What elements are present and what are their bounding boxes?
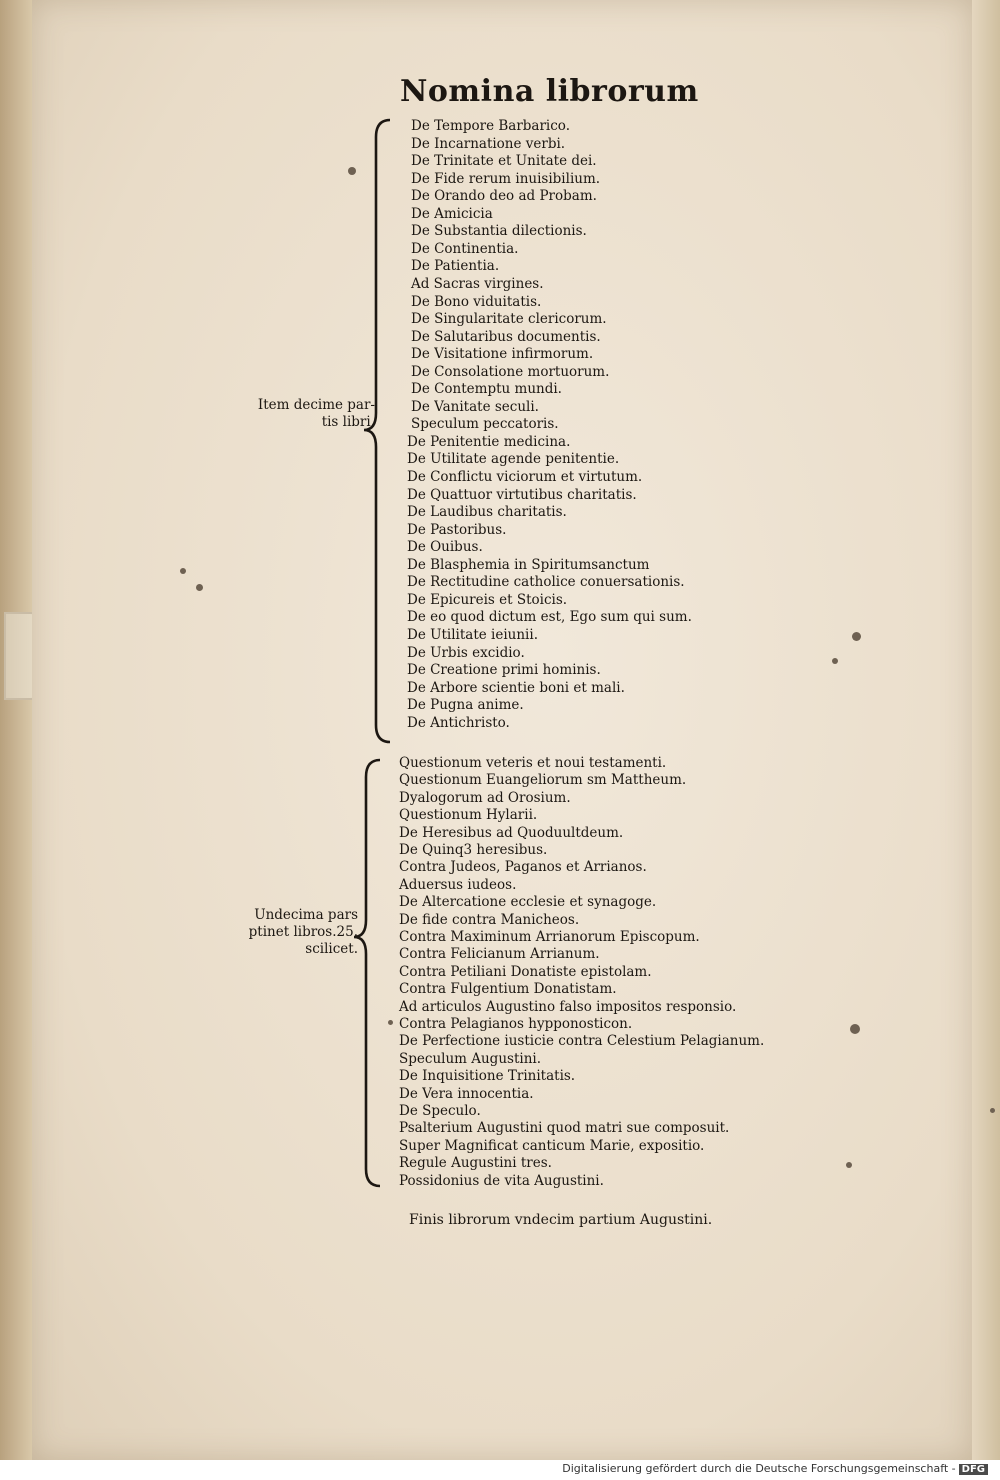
book-entry: De Visitatione infirmorum. [411,346,594,363]
foxing-spot [852,632,861,641]
book-entry: De Fide rerum inuisibilium. [411,170,601,187]
footer-credit [562,1462,988,1475]
book-entry: De Blasphemia in Spiritumsanctum [407,556,650,573]
binding-edge [0,0,32,1460]
book-entry: De Rectitudine catholice conuersationis. [407,574,685,591]
section-label-line: scilicet. [305,941,358,957]
book-entry: De Patientia. [411,258,500,275]
book-entry: Contra Pelagianos hypponosticon. [399,1016,633,1032]
book-entry: De Pugna anime. [407,697,524,714]
book-entry: Ad articulos Augustino falso impositos responsio. [399,998,737,1015]
book-entry: Regule Augustini tres. [399,1155,552,1172]
book-entry: De Penitentie medicina. [407,433,571,450]
book-entry: Contra Fulgentium Donatistam. [399,981,617,998]
book-entry: De Quinq3 heresibus. [399,842,548,858]
footer-bar [0,1460,1000,1480]
book-entry: Contra Maximinum Arrianorum Episcopum. [399,929,700,945]
book-entry: De Utilitate agende penitentie. [407,451,620,468]
footer-credit-text: Digitalisierung gefördert durch die Deutsche Forschungsgemeinschaft - [562,1462,956,1475]
book-entry: De Urbis excidio. [407,644,525,661]
book-entry: Questionum veteris et noui testamenti. [399,755,667,771]
book-entry: De Trinitate et Unitate dei. [411,153,597,170]
book-entry: De Bono viduitatis. [411,293,542,310]
book-entry: Dyalogorum ad Orosium. [399,789,571,806]
foxing-spot [196,584,203,591]
foxing-spot [348,167,356,175]
foxing-spot [846,1162,852,1168]
section-label [258,397,375,431]
book-entry: De Substantia dilectionis. [411,223,587,240]
foxing-spot [990,1108,995,1113]
book-entry: De Inquisitione Trinitatis. [399,1068,576,1085]
dfg-logo: DFG [959,1464,988,1475]
book-entry: De Perfectione iusticie contra Celestium Pelagianum. [399,1033,765,1050]
book-entry: Psalterium Augustini quod matri sue composuit. [399,1120,730,1137]
book-entry: De Altercatione ecclesie et synagoge. [399,894,657,911]
book-entry: De Incarnatione verbi. [411,135,566,152]
book-entry: De Ouibus. [407,539,483,556]
book-entry: Aduersus iudeos. [399,876,517,893]
book-entry: De Laudibus charitatis. [407,504,567,521]
section-label [249,907,358,958]
book-entry: Questionum Euangeliorum sm Mattheum. [399,772,687,789]
section-label-line: Undecima pars [254,907,358,923]
book-entry: Contra Judeos, Paganos et Arrianos. [399,859,647,876]
book-entry: De fide contra Manicheos. [399,911,580,928]
book-entry: De eo quod dictum est, Ego sum qui sum. [407,609,692,626]
book-entry: De Arbore scientie boni et mali. [407,679,625,696]
foxing-spot [180,568,186,574]
foxing-spot [832,658,838,664]
book-entry: De Salutaribus documentis. [411,328,601,345]
grouping-brace [350,755,390,1191]
book-entry: Speculum Augustini. [399,1050,541,1067]
book-entry: De Contemptu mundi. [411,381,562,398]
book-entry: Contra Felicianum Arrianum. [399,946,600,963]
section-label-line: Item decime par- [257,397,375,413]
book-entry: Ad Sacras virgines. [411,275,544,292]
book-entry: De Pastoribus. [407,521,507,538]
book-entry: De Conflictu viciorum et virtutum. [407,469,643,485]
section-label-line: ptinet libros.25. [248,924,358,940]
page-right-edge [972,0,1000,1460]
book-entry: De Singularitate clericorum. [411,311,607,328]
book-entry: Speculum peccatoris. [411,416,559,433]
book-entry: De Orando deo ad Probam. [411,188,597,205]
book-entry: De Consolatione mortuorum. [411,363,610,380]
book-entry: De Amicicia [411,205,493,222]
book-entry: De Antichristo. [407,714,510,731]
book-entry: De Utilitate ieiunii. [407,626,538,643]
book-entry: De Heresibus ad Quoduultdeum. [399,824,624,841]
book-entry: De Vanitate seculi. [411,398,539,415]
foxing-spot [388,1020,393,1025]
book-entry: De Creatione primi hominis. [407,662,601,679]
book-entry: De Quattuor virtutibus charitatis. [407,486,637,503]
book-entry: De Continentia. [411,240,519,257]
book-entry: De Speculo. [399,1103,481,1119]
book-entry: Possidonius de vita Augustini. [399,1172,604,1189]
foxing-spot [850,1024,860,1034]
page-title: Nomina librorum [400,74,699,109]
book-entry: Super Magnificat canticum Marie, expositio. [399,1137,705,1154]
closing-line: Finis librorum vndecim partium Augustini. [409,1212,713,1228]
section-label-line: tis libri. [321,414,375,430]
book-entry: De Vera innocentia. [399,1085,534,1102]
book-entry: Questionum Hylarii. [399,807,538,824]
book-entry: De Epicureis et Stoicis. [407,591,568,608]
grouping-brace [360,115,400,747]
book-entry: Contra Petiliani Donatiste epistolam. [399,963,652,980]
book-entry: De Tempore Barbarico. [411,118,570,134]
